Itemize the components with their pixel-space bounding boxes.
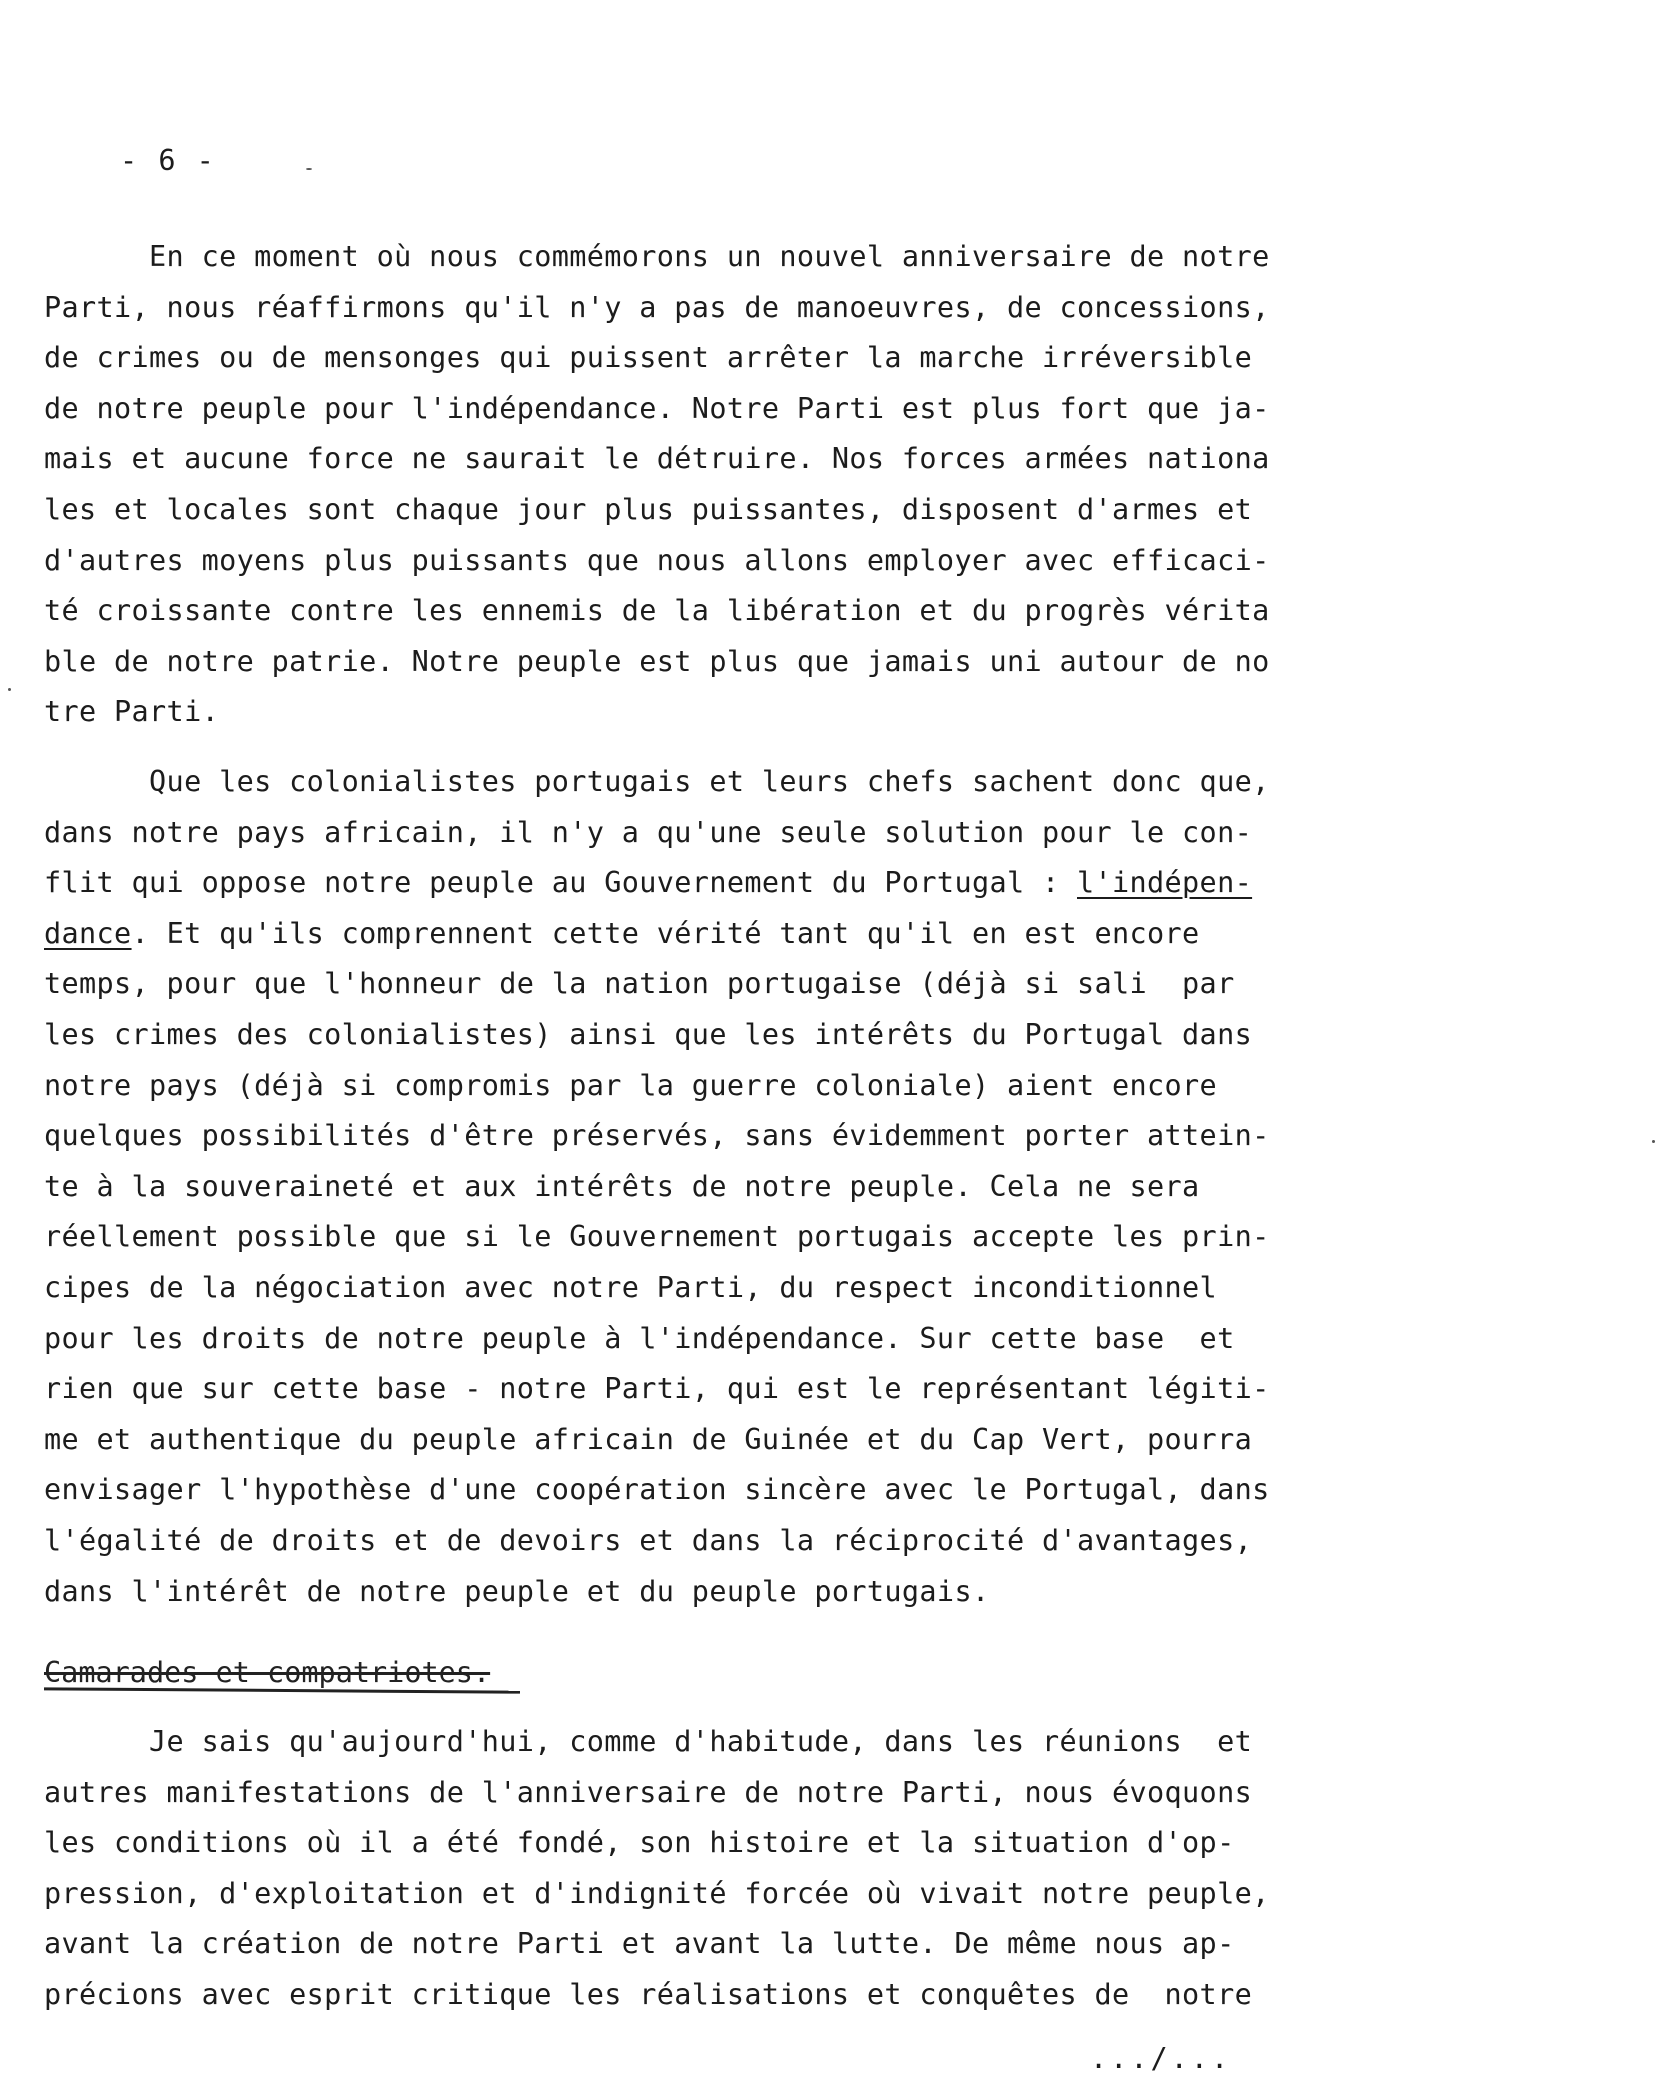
text-line: envisager l'hypothèse d'une coopération sincère avec le Portugal, dans — [44, 1473, 1270, 1507]
text-line: de crimes ou de mensonges qui puissent arrêter la marche irréversible — [44, 341, 1253, 375]
text-line: pour les droits de notre peuple à l'indépendance. Sur cette base et — [44, 1321, 1235, 1355]
text-line: notre pays (déjà si compromis par la guerre coloniale) aient encore — [44, 1068, 1218, 1102]
text-line: l'égalité de droits et de devoirs et dans la réciprocité d'avantages, — [44, 1523, 1253, 1557]
text-line: dans notre pays africain, il n'y a qu'une seule solution pour le con- — [44, 815, 1253, 849]
text-line: les crimes des colonialistes) ainsi que les intérêts du Portugal dans — [44, 1017, 1253, 1051]
scan-speck — [1652, 1140, 1655, 1143]
text-line: flit qui oppose notre peuple au Gouvernement du Portugal : l'indépen- — [44, 866, 1253, 900]
text-line: mais et aucune force ne saurait le détruire. Nos forces armées nationa — [44, 442, 1270, 476]
text-line: quelques possibilités d'être préservés, sans évidemment porter attein- — [44, 1119, 1270, 1153]
paragraph-anniversary — [44, 232, 1424, 738]
paragraph-colonialists — [44, 757, 1424, 1617]
text-line: de notre peuple pour l'indépendance. Notre Parti est plus fort que ja- — [44, 391, 1270, 425]
text-line: rien que sur cette base - notre Parti, qui est le représentant légiti- — [44, 1372, 1270, 1406]
text-line: me et authentique du peuple africain de Guinée et du Cap Vert, pourra — [44, 1422, 1253, 1456]
struck-heading: Camarades et compatriotes. — [44, 1648, 490, 1698]
text-line: réellement possible que si le Gouvernement portugais accepte les prin- — [44, 1220, 1270, 1254]
text-line: Je sais qu'aujourd'hui, comme d'habitude, dans les réunions et — [44, 1725, 1253, 1758]
text-line: avant la création de notre Parti et avant la lutte. De même nous ap- — [44, 1927, 1235, 1961]
text-line: précions avec esprit critique les réalisations et conquêtes de notre — [44, 1977, 1253, 2011]
text-line: d'autres moyens plus puissants que nous allons employer avec efficaci- — [44, 543, 1270, 577]
page-number: - 6 - — [120, 144, 216, 177]
text-line: cipes de la négociation avec notre Parti, du respect inconditionnel — [44, 1270, 1218, 1304]
text-line: te à la souveraineté et aux intérêts de notre peuple. Cela ne sera — [44, 1169, 1200, 1203]
text-line: Parti, nous réaffirmons qu'il n'y a pas de manoeuvres, de concessions, — [44, 290, 1270, 324]
scan-speck — [306, 168, 312, 170]
text-line: ble de notre patrie. Notre peuple est plus que jamais uni autour de no — [44, 644, 1270, 678]
text-line: Que les colonialistes portugais et leurs chefs sachent donc que, — [44, 765, 1270, 798]
text-line: les et locales sont chaque jour plus puissantes, disposent d'armes et — [44, 492, 1253, 526]
text-line: En ce moment où nous commémorons un nouvel anniversaire de notre — [44, 240, 1270, 273]
text-line: temps, pour que l'honneur de la nation portugaise (déjà si sali par — [44, 967, 1235, 1001]
text-line: tre Parti. — [44, 695, 220, 729]
text-line: les conditions où il a été fondé, son histoire et la situation d'op- — [44, 1826, 1235, 1860]
text-line: pression, d'exploitation et d'indignité forcée où vivait notre peuple, — [44, 1876, 1270, 1910]
scan-speck — [8, 688, 11, 691]
text-line: dance. Et qu'ils comprennent cette vérité tant qu'il en est encore — [44, 916, 1200, 950]
text-line: dans l'intérêt de notre peuple et du peuple portugais. — [44, 1574, 990, 1608]
paragraph-commemoration — [44, 1717, 1424, 2021]
text-line: autres manifestations de l'anniversaire de notre Parti, nous évoquons — [44, 1775, 1253, 1809]
text-line: té croissante contre les ennemis de la libération et du progrès vérita — [44, 594, 1270, 628]
continuation-marker: .../... — [1090, 2042, 1232, 2075]
